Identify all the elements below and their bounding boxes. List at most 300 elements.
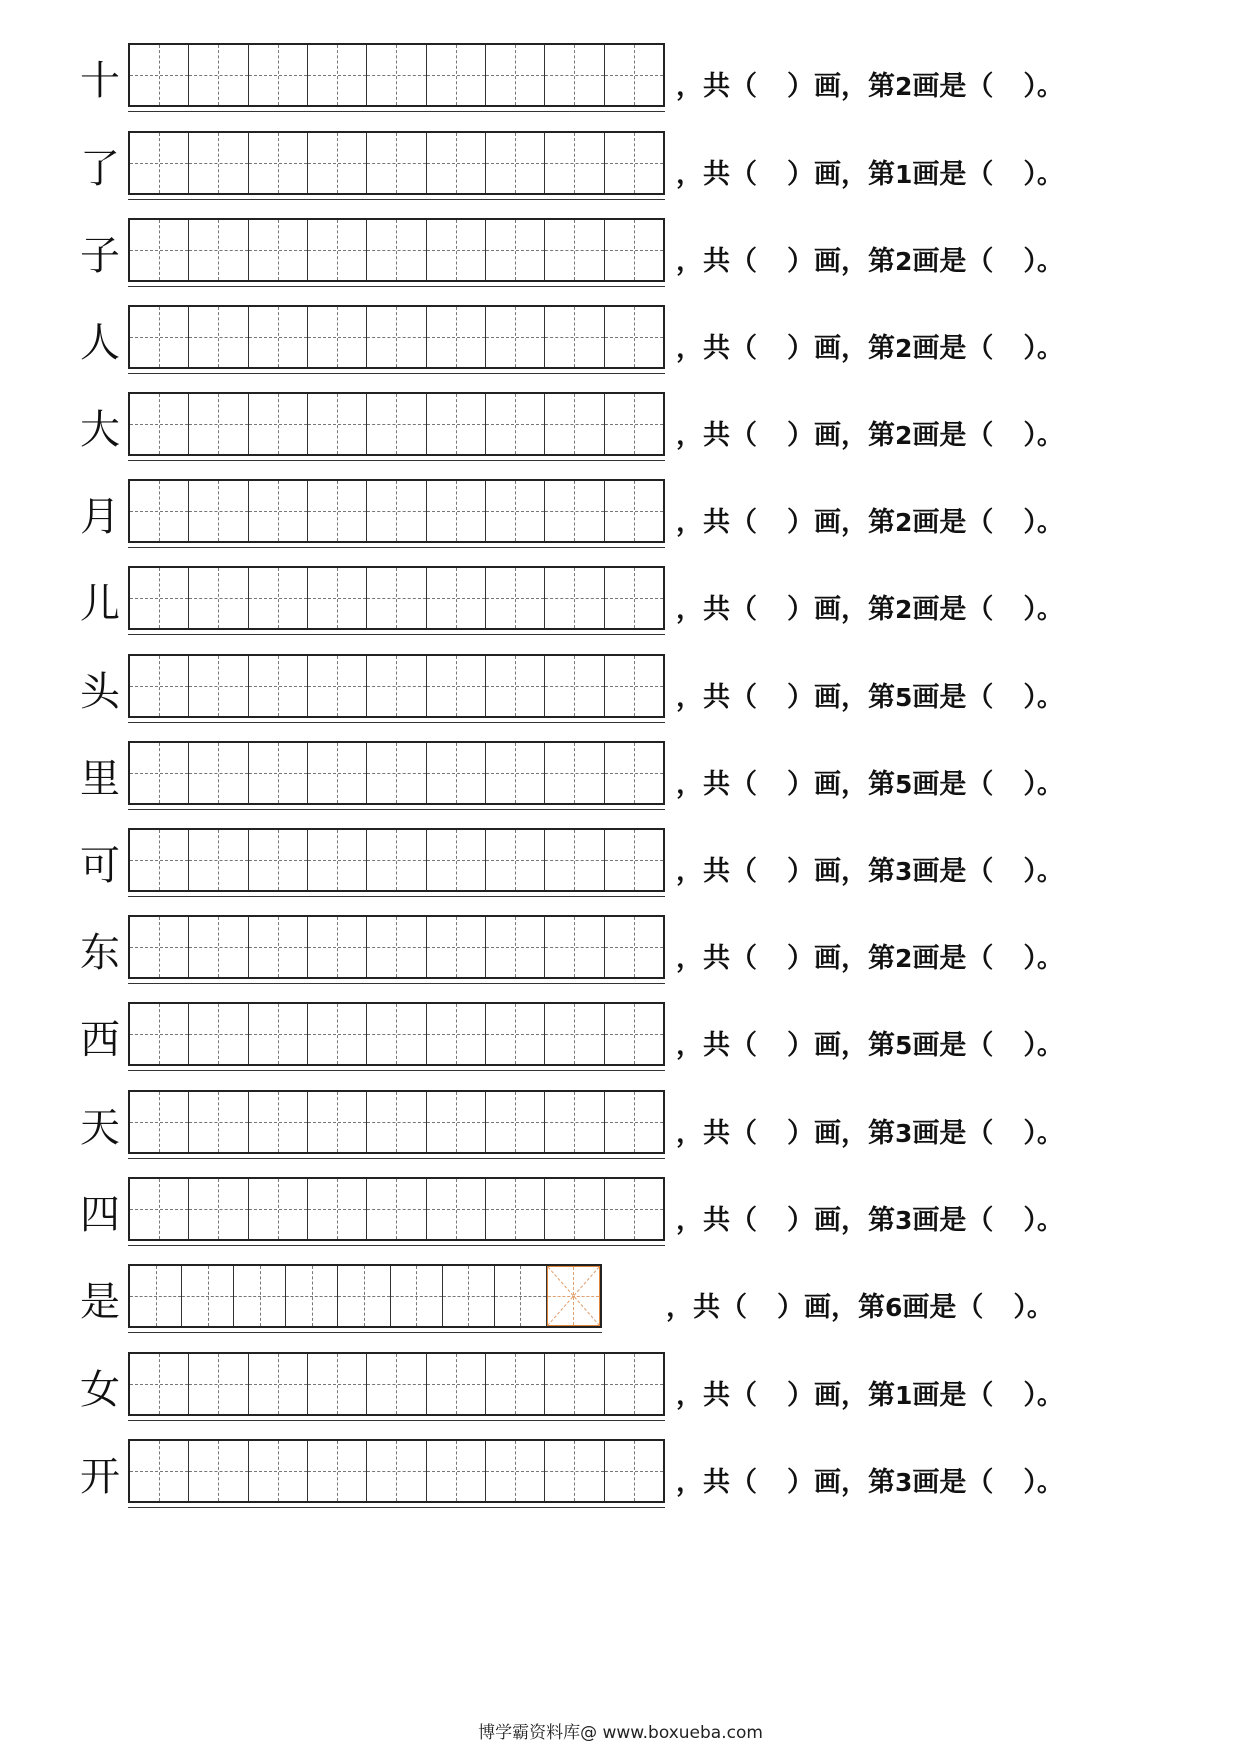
question-prefix: ，共（ (676, 159, 757, 190)
stroke-number: 2 (895, 508, 913, 537)
writing-cell[interactable] (367, 743, 426, 803)
exercise-row (0, 566, 1241, 636)
exercise-row (0, 218, 1241, 288)
question-middle: ）画，第 (787, 420, 895, 451)
writing-cell[interactable] (308, 917, 367, 977)
writing-cell[interactable] (427, 220, 486, 280)
stroke-number: 2 (895, 595, 913, 624)
question-middle: ）画，第 (787, 1380, 895, 1411)
writing-cell[interactable] (427, 394, 486, 454)
writing-cell[interactable] (249, 220, 308, 280)
target-character: 儿 (80, 581, 120, 627)
writing-cell[interactable] (249, 1092, 308, 1152)
question-prefix: ，共（ (666, 1292, 747, 1323)
stroke-number: 2 (895, 334, 913, 363)
question-prefix: ，共（ (676, 1118, 757, 1149)
writing-cell[interactable] (545, 394, 604, 454)
writing-cell[interactable] (130, 481, 189, 541)
writing-cell[interactable] (189, 917, 248, 977)
writing-cell[interactable] (367, 1092, 426, 1152)
writing-cell[interactable] (545, 220, 604, 280)
footer-watermark: 博学霸资料库@ www.boxueba.com (478, 1723, 763, 1743)
writing-cell[interactable] (189, 481, 248, 541)
writing-cell[interactable] (486, 481, 545, 541)
question-end: ）。 (1023, 594, 1064, 625)
writing-cell[interactable] (367, 133, 426, 193)
writing-cell[interactable] (182, 1266, 234, 1326)
writing-cell[interactable] (189, 307, 248, 367)
stroke-number: 3 (895, 1119, 913, 1148)
writing-cell[interactable] (427, 830, 486, 890)
writing-cell[interactable] (605, 45, 663, 105)
question-prefix: ，共（ (676, 682, 757, 713)
writing-cell[interactable] (130, 1266, 182, 1326)
target-character: 四 (80, 1192, 120, 1238)
question-suffix: 画是（ (912, 1380, 994, 1411)
writing-cell[interactable] (367, 568, 426, 628)
stroke-question (676, 1199, 1241, 1243)
writing-cell[interactable] (249, 1179, 308, 1239)
writing-cell[interactable] (249, 1441, 308, 1501)
exercise-row (0, 828, 1241, 898)
writing-cell[interactable] (249, 917, 308, 977)
question-suffix: 画是（ (912, 1030, 994, 1061)
question-middle: ）画，第 (787, 682, 895, 713)
question-middle: ）画，第 (787, 1205, 895, 1236)
question-end: ）。 (1023, 71, 1064, 102)
stroke-question (676, 65, 1241, 109)
question-prefix: ，共（ (676, 943, 757, 974)
writing-cell[interactable] (367, 1354, 426, 1414)
question-prefix: ，共（ (676, 507, 757, 538)
writing-cell[interactable] (427, 656, 486, 716)
writing-grid (128, 305, 665, 369)
writing-grid (128, 1352, 665, 1416)
exercise-row (0, 131, 1241, 201)
writing-grid (128, 392, 665, 456)
target-character: 里 (80, 756, 120, 802)
exercise-row (0, 654, 1241, 724)
writing-cell[interactable] (605, 394, 663, 454)
writing-cell[interactable] (545, 1354, 604, 1414)
writing-cell[interactable] (427, 917, 486, 977)
question-suffix: 画是（ (912, 71, 994, 102)
writing-cell[interactable] (189, 45, 248, 105)
question-end: ）。 (1023, 159, 1064, 190)
writing-cell[interactable] (486, 917, 545, 977)
writing-cell[interactable] (189, 1441, 248, 1501)
writing-cell[interactable] (130, 1179, 189, 1239)
writing-cell[interactable] (391, 1266, 443, 1326)
cross-guide-icon (548, 1267, 599, 1325)
writing-cell[interactable] (486, 1092, 545, 1152)
question-middle: ）画，第 (787, 71, 895, 102)
writing-cell[interactable] (545, 1441, 604, 1501)
target-character: 了 (80, 146, 120, 192)
writing-cell[interactable] (367, 45, 426, 105)
question-suffix: 画是（ (912, 682, 994, 713)
exercise-row (0, 1002, 1241, 1072)
stroke-question (676, 1112, 1241, 1156)
stroke-number: 3 (895, 1468, 913, 1497)
writing-grid (128, 828, 665, 892)
question-suffix: 画是（ (912, 333, 994, 364)
exercise-row (0, 392, 1241, 462)
writing-cell[interactable] (367, 394, 426, 454)
writing-cell[interactable] (249, 1004, 308, 1064)
writing-cell[interactable] (486, 133, 545, 193)
writing-grid (128, 1002, 665, 1066)
question-suffix: 画是（ (912, 420, 994, 451)
writing-cell[interactable] (130, 1354, 189, 1414)
stroke-question (676, 588, 1241, 632)
writing-cell[interactable] (367, 307, 426, 367)
writing-cell[interactable] (308, 220, 367, 280)
question-end: ）。 (1023, 943, 1064, 974)
stroke-question (676, 414, 1241, 458)
writing-cell[interactable] (427, 307, 486, 367)
writing-cell[interactable] (605, 481, 663, 541)
writing-cell[interactable] (308, 1179, 367, 1239)
stroke-number: 1 (895, 160, 913, 189)
writing-cell[interactable] (308, 307, 367, 367)
target-character: 月 (80, 494, 120, 540)
question-end: ）。 (1023, 1118, 1064, 1149)
writing-cell[interactable] (605, 1354, 663, 1414)
target-character: 头 (80, 669, 120, 715)
stroke-question (676, 937, 1241, 981)
writing-cell[interactable] (605, 743, 663, 803)
stroke-number: 2 (895, 247, 913, 276)
writing-grid (128, 1439, 665, 1503)
stroke-number: 1 (895, 1381, 913, 1410)
question-middle: ）画，第 (787, 1467, 895, 1498)
writing-cell[interactable] (130, 830, 189, 890)
writing-grid (128, 479, 665, 543)
writing-cell[interactable] (486, 568, 545, 628)
writing-cell[interactable] (338, 1266, 390, 1326)
writing-cell[interactable] (249, 1354, 308, 1414)
stroke-question (676, 240, 1241, 284)
writing-cell[interactable] (545, 1092, 604, 1152)
stroke-number: 5 (895, 683, 913, 712)
stroke-question (676, 1374, 1241, 1418)
writing-cell[interactable] (308, 1354, 367, 1414)
writing-cell[interactable] (605, 220, 663, 280)
writing-cell[interactable] (249, 568, 308, 628)
exercise-row (0, 741, 1241, 811)
target-character: 东 (80, 930, 120, 976)
writing-cell[interactable] (367, 220, 426, 280)
writing-cell[interactable] (367, 1004, 426, 1064)
question-middle: ）画，第 (787, 943, 895, 974)
question-middle: ）画，第 (787, 769, 895, 800)
stroke-question (676, 676, 1241, 720)
stroke-question (676, 327, 1241, 371)
question-prefix: ，共（ (676, 333, 757, 364)
target-character: 十 (80, 58, 120, 104)
question-suffix: 画是（ (912, 246, 994, 277)
writing-cell[interactable] (605, 1441, 663, 1501)
writing-cell[interactable] (249, 394, 308, 454)
question-end: ）。 (1013, 1292, 1054, 1323)
writing-cell[interactable] (605, 133, 663, 193)
stroke-question (676, 153, 1241, 197)
question-middle: ）画，第 (787, 333, 895, 364)
writing-cell[interactable] (486, 656, 545, 716)
writing-cell[interactable] (427, 743, 486, 803)
exercise-row (0, 1177, 1241, 1247)
question-middle: ）画，第 (787, 1118, 895, 1149)
stroke-number: 2 (895, 944, 913, 973)
writing-cell[interactable] (249, 45, 308, 105)
writing-cell[interactable] (308, 394, 367, 454)
question-suffix: 画是（ (912, 159, 994, 190)
writing-cell[interactable] (249, 133, 308, 193)
stroke-question (676, 1461, 1241, 1505)
writing-cell[interactable] (486, 307, 545, 367)
writing-grid (128, 915, 665, 979)
writing-cell[interactable] (486, 1441, 545, 1501)
exercise-row (0, 1264, 1241, 1334)
question-middle: ）画，第 (787, 507, 895, 538)
writing-cell[interactable] (367, 830, 426, 890)
question-prefix: ，共（ (676, 594, 757, 625)
writing-cell[interactable] (605, 568, 663, 628)
question-middle: ）画，第 (787, 1030, 895, 1061)
writing-cell[interactable] (286, 1266, 338, 1326)
writing-cell[interactable] (130, 917, 189, 977)
writing-grid (128, 131, 665, 195)
writing-cell[interactable] (189, 1004, 248, 1064)
target-character: 可 (80, 843, 120, 889)
target-character: 是 (80, 1279, 120, 1325)
writing-grid (128, 218, 665, 282)
writing-cell[interactable] (308, 133, 367, 193)
question-prefix: ，共（ (676, 71, 757, 102)
question-prefix: ，共（ (676, 420, 757, 451)
mi-grid-cell[interactable] (547, 1266, 600, 1326)
writing-grid (128, 1264, 602, 1328)
question-end: ）。 (1023, 1467, 1064, 1498)
writing-cell[interactable] (367, 481, 426, 541)
question-middle: ）画，第 (787, 246, 895, 277)
writing-cell[interactable] (189, 568, 248, 628)
writing-cell[interactable] (308, 481, 367, 541)
question-prefix: ，共（ (676, 1030, 757, 1061)
stroke-question (676, 850, 1241, 894)
writing-cell[interactable] (545, 1179, 604, 1239)
writing-cell[interactable] (486, 220, 545, 280)
writing-cell[interactable] (189, 656, 248, 716)
stroke-number: 2 (895, 421, 913, 450)
writing-grid (128, 1090, 665, 1154)
writing-cell[interactable] (545, 133, 604, 193)
writing-cell[interactable] (249, 307, 308, 367)
exercise-row (0, 479, 1241, 549)
question-suffix: 画是（ (912, 1205, 994, 1236)
writing-cell[interactable] (308, 743, 367, 803)
writing-cell[interactable] (427, 1179, 486, 1239)
writing-cell[interactable] (189, 394, 248, 454)
writing-cell[interactable] (189, 220, 248, 280)
writing-cell[interactable] (308, 568, 367, 628)
writing-grid (128, 741, 665, 805)
writing-cell[interactable] (605, 656, 663, 716)
question-middle: ）画，第 (787, 159, 895, 190)
writing-cell[interactable] (130, 220, 189, 280)
writing-cell[interactable] (545, 656, 604, 716)
exercise-row (0, 1352, 1241, 1422)
writing-cell[interactable] (308, 45, 367, 105)
writing-cell[interactable] (545, 481, 604, 541)
writing-cell[interactable] (130, 307, 189, 367)
writing-grid (128, 566, 665, 630)
target-character: 人 (80, 320, 120, 366)
writing-cell[interactable] (427, 1441, 486, 1501)
question-prefix: ，共（ (676, 246, 757, 277)
writing-cell[interactable] (486, 1004, 545, 1064)
exercise-row (0, 305, 1241, 375)
writing-cell[interactable] (308, 1441, 367, 1501)
writing-cell[interactable] (367, 917, 426, 977)
writing-cell[interactable] (545, 307, 604, 367)
writing-cell[interactable] (486, 743, 545, 803)
question-suffix: 画是（ (902, 1292, 984, 1323)
writing-cell[interactable] (308, 830, 367, 890)
target-character: 开 (80, 1454, 120, 1500)
writing-cell[interactable] (249, 743, 308, 803)
writing-cell[interactable] (545, 917, 604, 977)
stroke-number: 5 (895, 1031, 913, 1060)
writing-grid (128, 43, 665, 107)
question-end: ）。 (1023, 1380, 1064, 1411)
question-end: ）。 (1023, 1205, 1064, 1236)
writing-cell[interactable] (486, 1179, 545, 1239)
stroke-question (666, 1286, 1231, 1330)
writing-cell[interactable] (189, 133, 248, 193)
writing-cell[interactable] (130, 568, 189, 628)
writing-cell[interactable] (130, 45, 189, 105)
question-end: ）。 (1023, 333, 1064, 364)
writing-cell[interactable] (308, 1004, 367, 1064)
writing-cell[interactable] (130, 1092, 189, 1152)
question-suffix: 画是（ (912, 1118, 994, 1149)
writing-cell[interactable] (367, 656, 426, 716)
stroke-number: 5 (895, 770, 913, 799)
question-middle: ）画，第 (787, 594, 895, 625)
writing-cell[interactable] (486, 830, 545, 890)
writing-cell[interactable] (189, 830, 248, 890)
question-end: ）。 (1023, 507, 1064, 538)
writing-cell[interactable] (427, 45, 486, 105)
writing-cell[interactable] (367, 1441, 426, 1501)
writing-cell[interactable] (189, 743, 248, 803)
question-suffix: 画是（ (912, 594, 994, 625)
writing-cell[interactable] (308, 1092, 367, 1152)
stroke-number: 3 (895, 1206, 913, 1235)
question-end: ）。 (1023, 246, 1064, 277)
writing-cell[interactable] (605, 917, 663, 977)
writing-cell[interactable] (249, 830, 308, 890)
writing-cell[interactable] (249, 656, 308, 716)
question-prefix: ，共（ (676, 856, 757, 887)
writing-cell[interactable] (427, 481, 486, 541)
writing-cell[interactable] (308, 656, 367, 716)
writing-cell[interactable] (130, 133, 189, 193)
writing-cell[interactable] (486, 1354, 545, 1414)
question-prefix: ，共（ (676, 1467, 757, 1498)
writing-cell[interactable] (427, 133, 486, 193)
writing-cell[interactable] (367, 1179, 426, 1239)
target-character: 西 (80, 1017, 120, 1063)
question-end: ）。 (1023, 856, 1064, 887)
writing-cell[interactable] (545, 830, 604, 890)
question-middle: ）画，第 (787, 856, 895, 887)
question-suffix: 画是（ (912, 943, 994, 974)
target-character: 大 (80, 407, 120, 453)
writing-cell[interactable] (249, 481, 308, 541)
writing-cell[interactable] (495, 1266, 547, 1326)
writing-cell[interactable] (234, 1266, 286, 1326)
stroke-number: 3 (895, 857, 913, 886)
stroke-number: 6 (885, 1293, 903, 1322)
question-suffix: 画是（ (912, 1467, 994, 1498)
question-suffix: 画是（ (912, 769, 994, 800)
writing-cell[interactable] (427, 1092, 486, 1152)
question-prefix: ，共（ (676, 769, 757, 800)
writing-cell[interactable] (605, 830, 663, 890)
question-end: ）。 (1023, 420, 1064, 451)
writing-cell[interactable] (130, 656, 189, 716)
exercise-row (0, 1439, 1241, 1509)
writing-cell[interactable] (545, 45, 604, 105)
writing-cell[interactable] (427, 1004, 486, 1064)
question-end: ）。 (1023, 1030, 1064, 1061)
writing-cell[interactable] (605, 1179, 663, 1239)
stroke-question (676, 763, 1241, 807)
exercise-row (0, 1090, 1241, 1160)
question-prefix: ，共（ (676, 1205, 757, 1236)
question-suffix: 画是（ (912, 856, 994, 887)
writing-cell[interactable] (130, 394, 189, 454)
writing-cell[interactable] (486, 45, 545, 105)
question-suffix: 画是（ (912, 507, 994, 538)
writing-cell[interactable] (130, 1004, 189, 1064)
writing-cell[interactable] (486, 394, 545, 454)
writing-grid (128, 654, 665, 718)
writing-cell[interactable] (545, 1004, 604, 1064)
writing-cell[interactable] (130, 1441, 189, 1501)
writing-cell[interactable] (427, 568, 486, 628)
stroke-number: 2 (895, 72, 913, 101)
writing-cell[interactable] (605, 1092, 663, 1152)
question-end: ）。 (1023, 769, 1064, 800)
writing-cell[interactable] (605, 307, 663, 367)
writing-cell[interactable] (189, 1354, 248, 1414)
question-end: ）。 (1023, 682, 1064, 713)
writing-cell[interactable] (443, 1266, 495, 1326)
writing-cell[interactable] (189, 1092, 248, 1152)
writing-cell[interactable] (605, 1004, 663, 1064)
writing-cell[interactable] (189, 1179, 248, 1239)
writing-grid (128, 1177, 665, 1241)
writing-cell[interactable] (427, 1354, 486, 1414)
writing-cell[interactable] (545, 743, 604, 803)
question-middle: ）画，第 (777, 1292, 885, 1323)
writing-cell[interactable] (545, 568, 604, 628)
writing-cell[interactable] (130, 743, 189, 803)
